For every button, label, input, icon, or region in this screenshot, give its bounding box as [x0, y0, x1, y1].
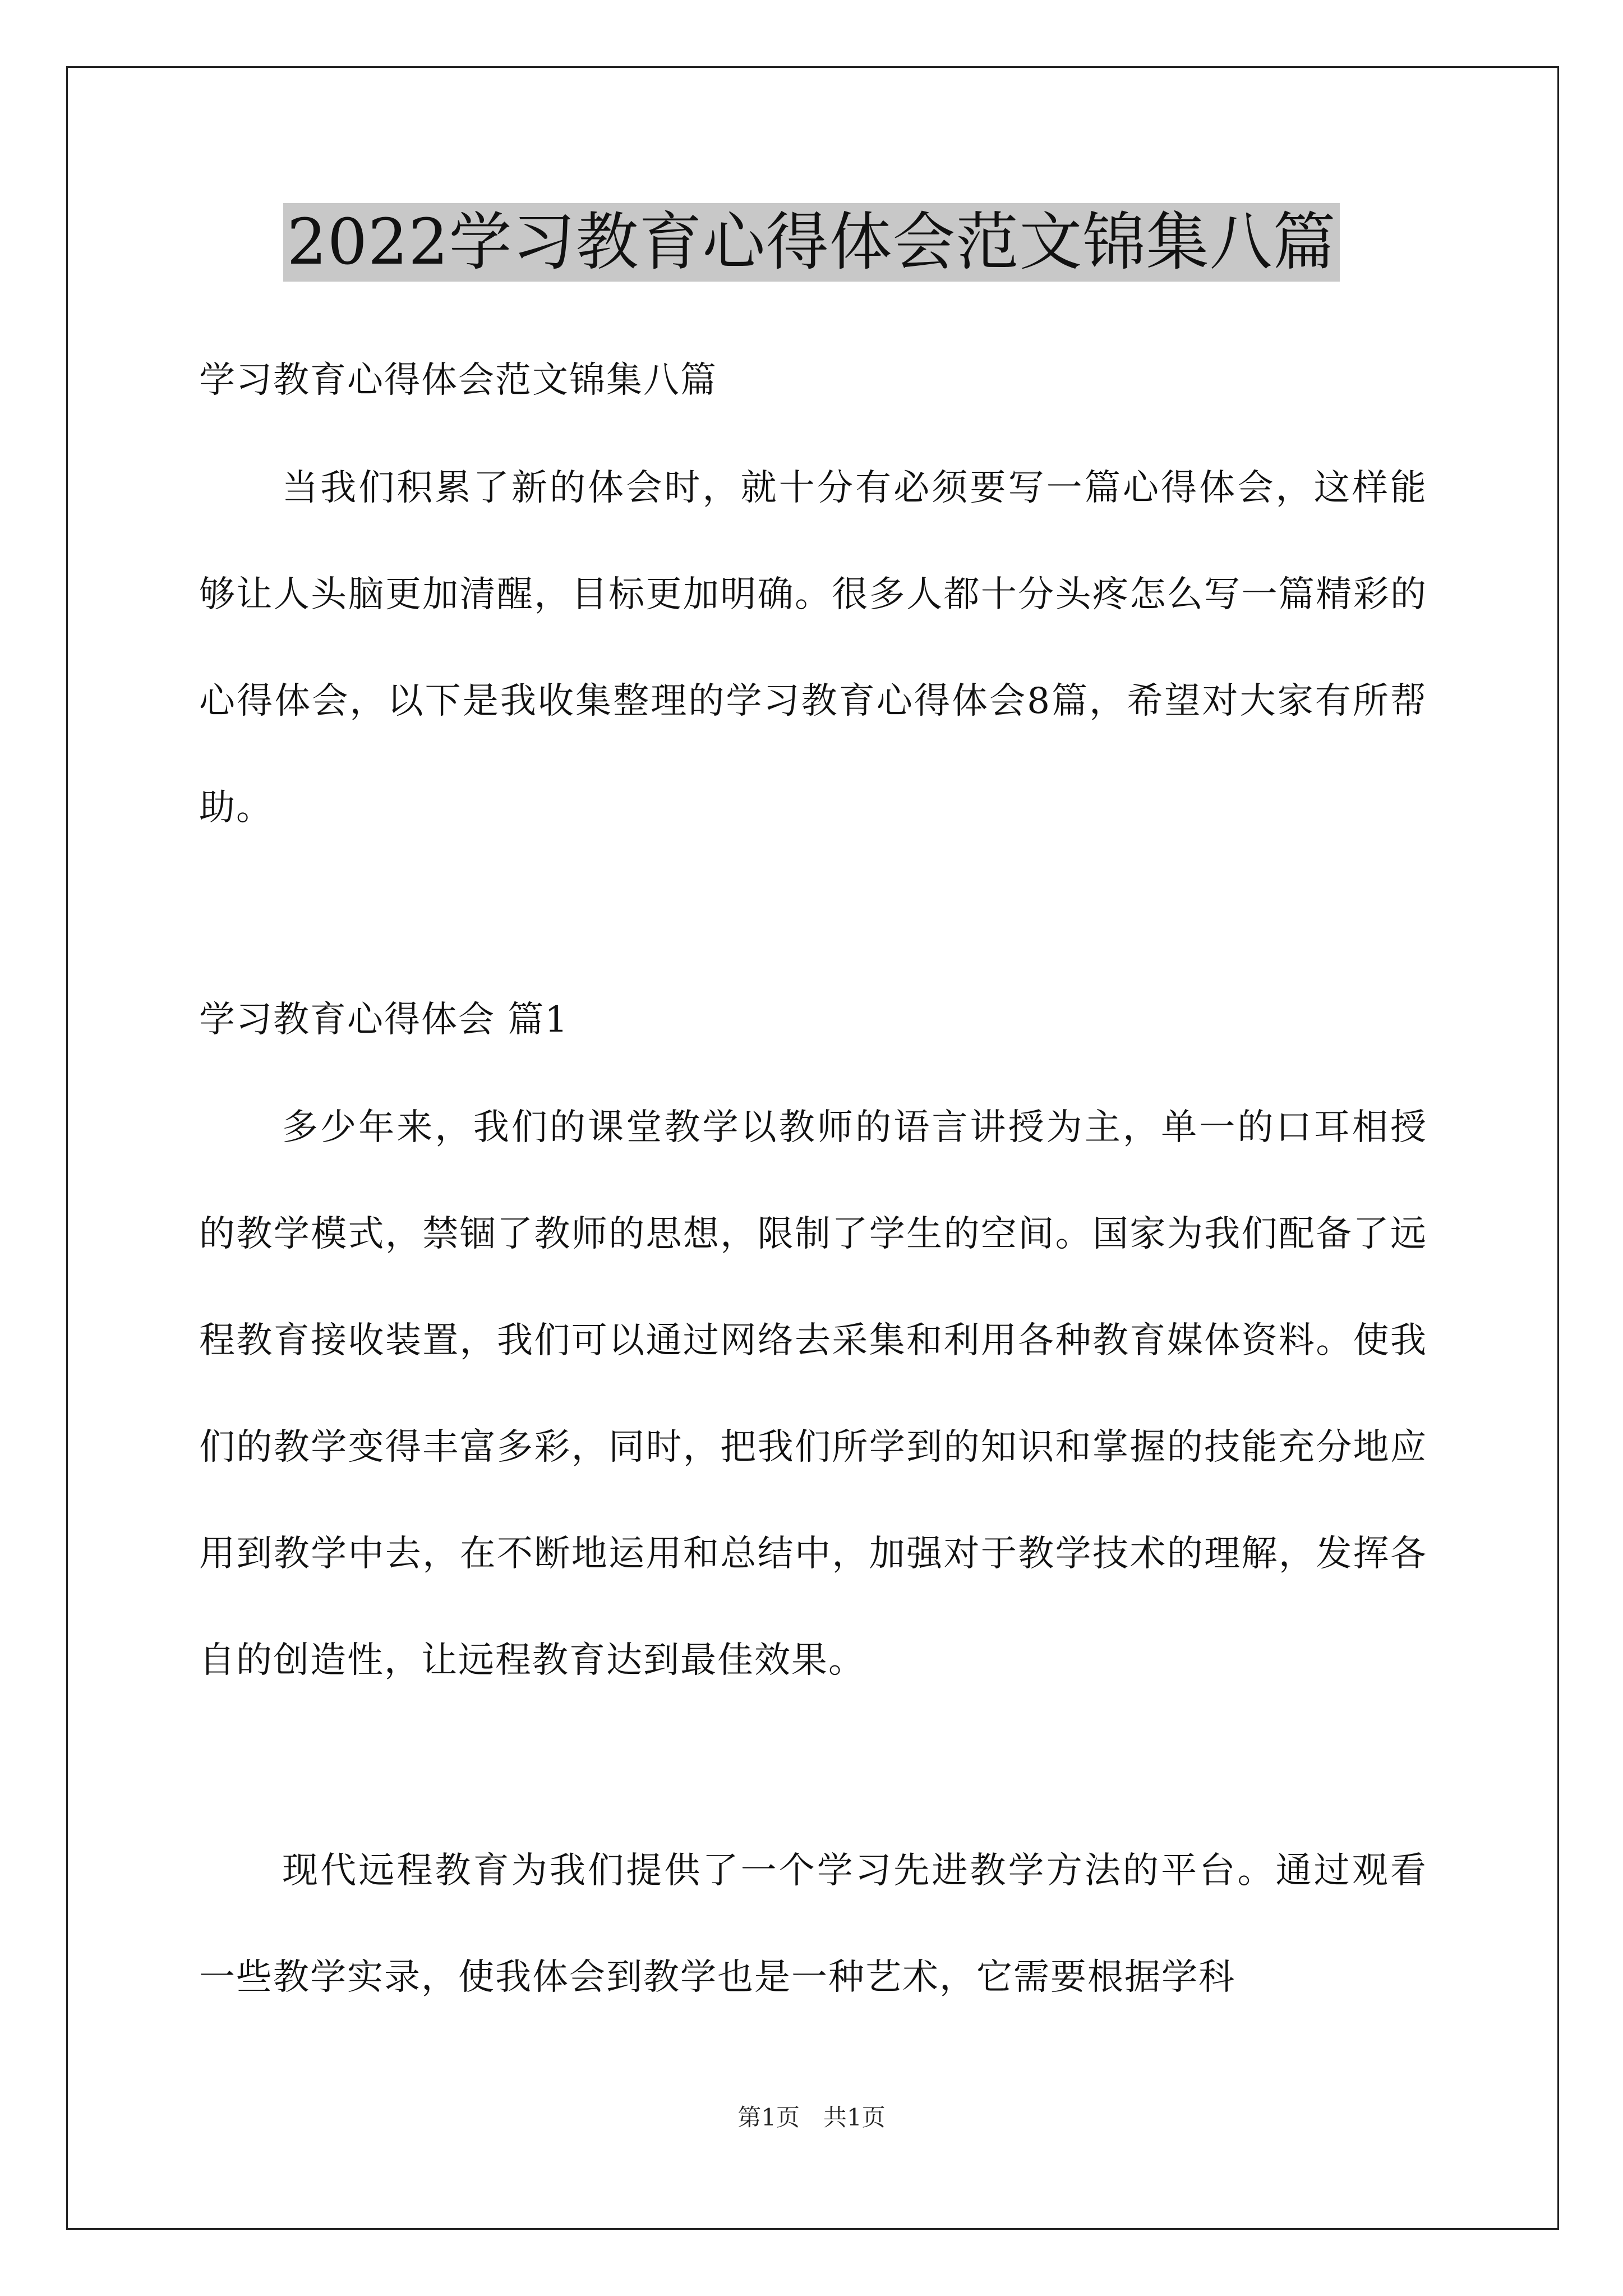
document-title [0, 203, 1623, 282]
intro-paragraph: 当我们积累了新的体会时，就十分有必须要写一篇心得体会，这样能够让人头脑更加清醒，目标更加明确。很多人都十分头疼怎么写一篇精彩的心得体会，以下是我收集整理的学习教育心得体会8篇，希望对大家有所帮助。 [199, 467, 1427, 829]
body-paragraph-2: 现代远程教育为我们提供了一个学习先进教学方法的平台。通过观看一些教学实录，使我体会到教学也是一种艺术，它需要根据学科 [199, 1850, 1427, 1998]
section-heading: 学习教育心得体会 篇1 [199, 999, 569, 1041]
document-title-text: 2022学习教育心得体会范文锦集八篇 [283, 203, 1339, 282]
page-footer: 第1页 共1页 [737, 2104, 886, 2131]
document-subtitle: 学习教育心得体会范文锦集八篇 [199, 360, 717, 401]
body-paragraph-1: 多少年来，我们的课堂教学以教师的语言讲授为主，单一的口耳相授的教学模式，禁锢了教师的思想，限制了学生的空间。国家为我们配备了远程教育接收装置，我们可以通过网络去采集和利用各种教育媒体资料。使我们的教学变得丰富多彩，同时，把我们所学到的知识和掌握的技能充分地应用到教学中去，在不断地运用和总结中，加强对于教学技术的理解，发挥各自的创造性，让远程教育达到最佳效果。 [199, 1107, 1427, 1681]
